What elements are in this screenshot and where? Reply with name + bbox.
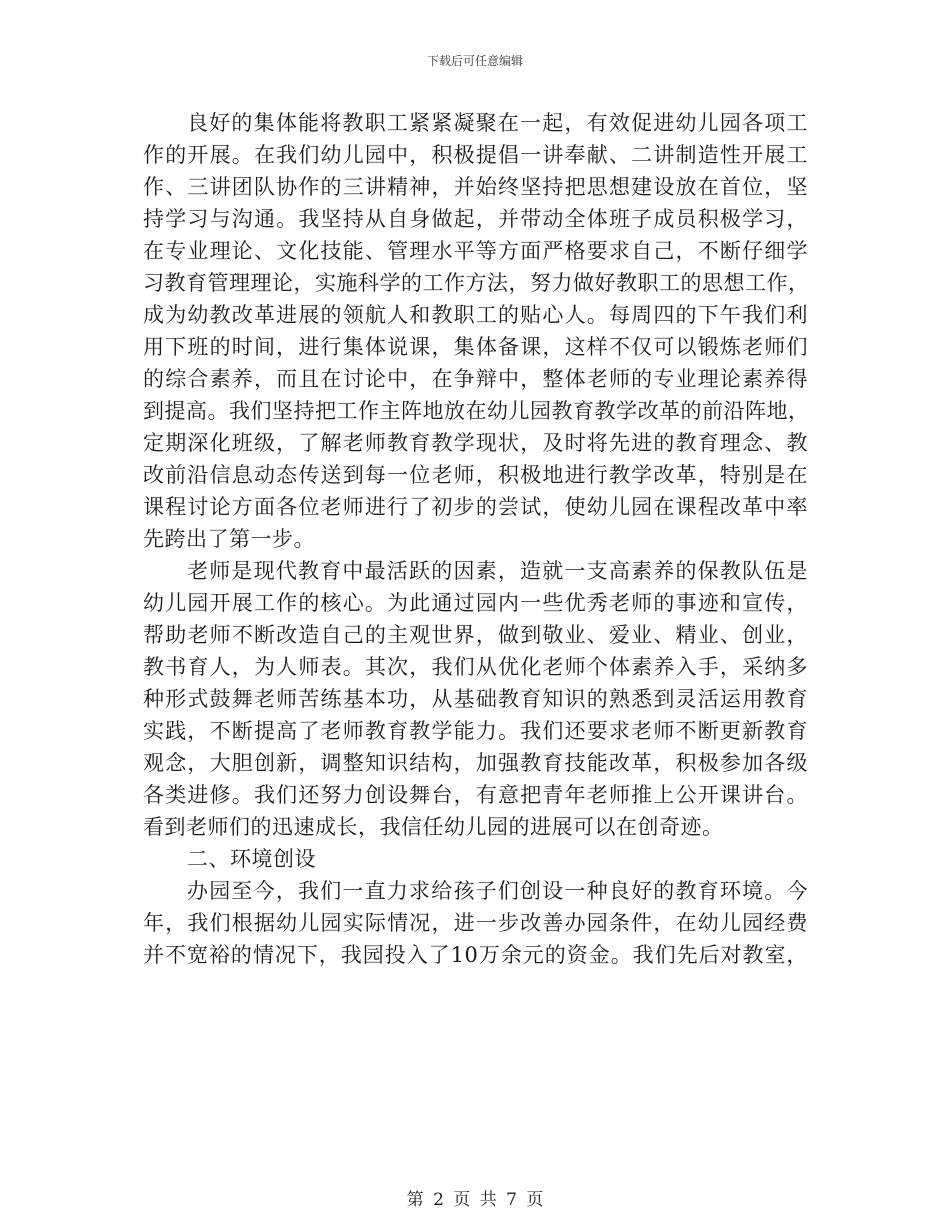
text-line: 持学习与沟通。我坚持从自身做起，并带动全体班子成员积极学习， [143,207,808,231]
text-line: 改前沿信息动态传送到每一位老师，积极地进行教学改革，特别是在 [143,463,808,487]
page-header: 下载后可任意编辑 [426,54,523,68]
text-line: 作的开展。在我们幼儿园中，积极提倡一讲奉献、二讲制造性开展工 [143,143,808,167]
text-line: 种形式鼓舞老师苦练基本功，从基础教育知识的熟悉到灵活运用教育 [143,687,808,711]
text-line: 良好的集体能将教职工紧紧凝聚在一起，有效促进幼儿园各项工 [187,111,808,135]
text-line: 用下班的时间，进行集体说课，集体备课，这样不仅可以锻炼老师们 [143,335,808,359]
text-line: 定期深化班级，了解老师教育教学现状，及时将先进的教育理念、教 [143,431,808,455]
text-line: 习教育管理理论，实施科学的工作方法，努力做好教职工的思想工作， [143,271,810,295]
text-line: 作、三讲团队协作的三讲精神，并始终坚持把思想建设放在首位，坚 [143,175,808,199]
text-line: 成为幼教改革进展的领航人和教职工的贴心人。每周四的下午我们利 [143,303,808,327]
text-line: 观念，大胆创新，调整知识结构，加强教育技能改革，积极参加各级 [143,751,808,775]
text-line: 的综合素养，而且在讨论中，在争辩中，整体老师的专业理论素养得 [143,367,808,391]
text-line: 并不宽裕的情况下，我园投入了10万余元的资金。我们先后对教室， [143,943,808,967]
text-line: 帮助老师不断改造自己的主观世界，做到敬业、爱业、精业、创业， [143,623,808,647]
text-line: 实践，不断提高了老师教育教学能力。我们还要求老师不断更新教育 [143,719,808,743]
text-line: 二、环境创设 [187,847,316,871]
text-line: 办园至今，我们一直力求给孩子们创设一种良好的教育环境。今 [187,879,808,903]
text-line: 先跨出了第一步。 [143,527,315,551]
text-line: 年，我们根据幼儿园实际情况，进一步改善办园条件，在幼儿园经费 [143,911,808,935]
text-line: 老师是现代教育中最活跃的因素，造就一支高素养的保教队伍是 [187,559,808,583]
text-line: 在专业理论、文化技能、管理水平等方面严格要求自己，不断仔细学 [143,239,808,263]
body-text [143,107,808,971]
text-line: 教书育人，为人师表。其次，我们从优化老师个体素养入手，采纳多 [143,655,808,679]
text-line: 到提高。我们坚持把工作主阵地放在幼儿园教育教学改革的前沿阵地， [143,399,810,423]
text-line: 幼儿园开展工作的核心。为此通过园内一些优秀老师的事迹和宣传， [143,591,808,615]
text-line: 看到老师们的迅速成长，我信任幼儿园的进展可以在创奇迹。 [143,815,724,839]
page-footer: 第 2 页 共 7 页 [406,1190,544,1210]
text-line: 课程讨论方面各位老师进行了初步的尝试，使幼儿园在课程改革中率 [143,495,808,519]
text-line: 各类进修。我们还努力创设舞台，有意把青年老师推上公开课讲台。 [143,783,808,807]
